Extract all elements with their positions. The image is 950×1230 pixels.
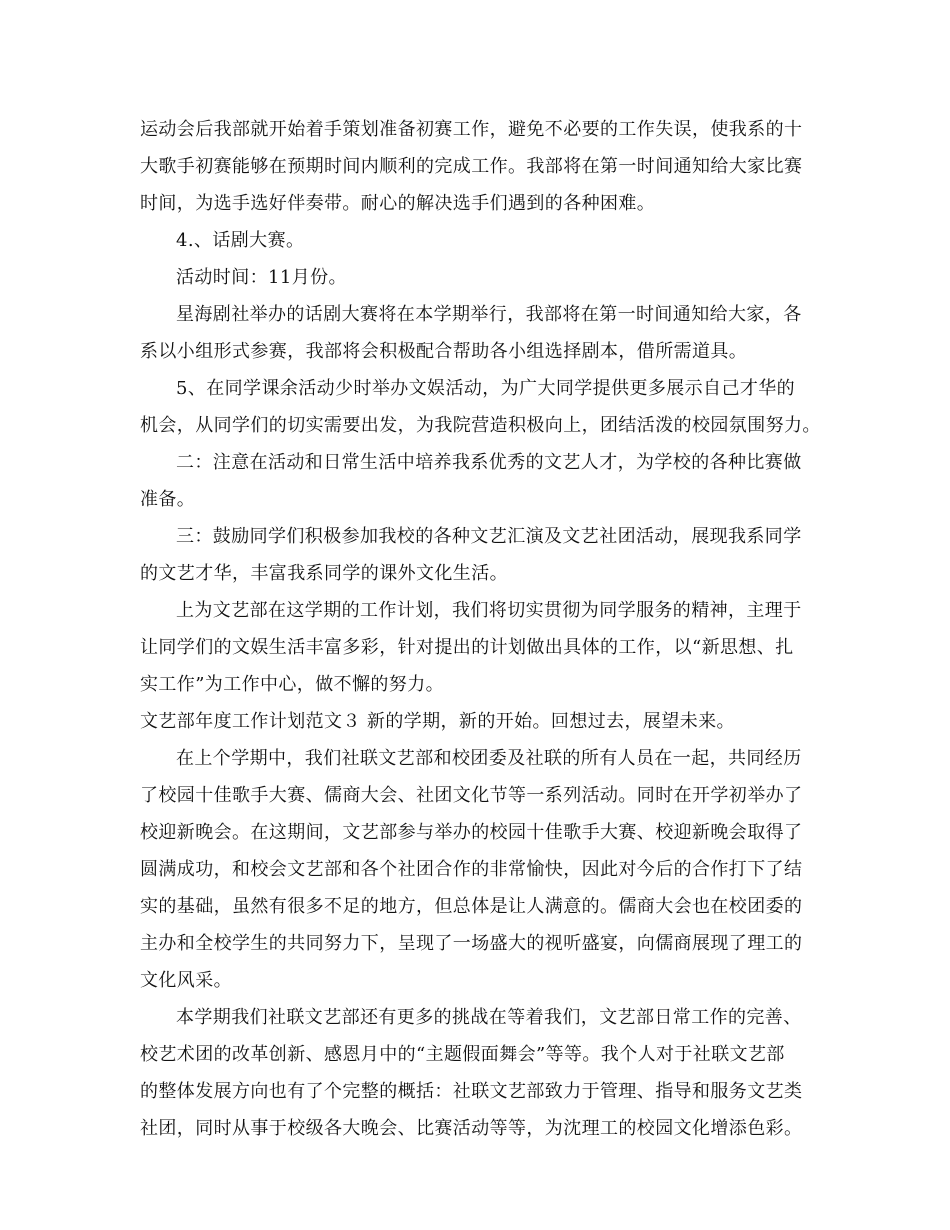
text-line: 系以小组形式参赛，我部将会积极配合帮助各小组选择剧本，借所需道具。 <box>140 341 748 362</box>
text-line: 在上个学期中，我们社联文艺部和校团委及社联的所有人员在一起，共同经历 <box>176 748 802 769</box>
text-line: 主办和全校学生的共同努力下，呈现了一场盛大的视听盛宴，向儒商展现了理工的 <box>140 933 803 954</box>
text-line: 社团，同时从事于校级各大晚会、比赛活动等等，为沈理工的校园文化增添色彩。 <box>140 1118 803 1139</box>
text-line: 机会，从同学们的切实需要出发，为我院营造积极向上，团结活泼的校园氛围努力。 <box>140 415 821 436</box>
text-line: 让同学们的文娱生活丰富多彩，针对提出的计划做出具体的工作，以“新思想、扎 <box>140 637 794 658</box>
text-line: 二：注意在活动和日常生活中培养我系优秀的文艺人才，为学校的各种比赛做 <box>176 452 802 473</box>
text-line: 准备。 <box>140 489 196 510</box>
text-line: 5、在同学课余活动少时举办文娱活动，为广大同学提供更多展示自己才华的 <box>176 378 796 399</box>
text-line: 实的基础，虽然有很多不足的地方，但总体是让人满意的。儒商大会也在校团委的 <box>140 896 803 917</box>
text-line: 校迎新晚会。在这期间，文艺部参与举办的校园十佳歌手大赛、校迎新晚会取得了 <box>140 822 803 843</box>
text-line: 活动时间：11月份。 <box>176 267 347 288</box>
text-line: 校艺术团的改革创新、感恩月中的“主题假面舞会”等等。我个人对于社联文艺部 <box>140 1044 785 1065</box>
text-line: 了校园十佳歌手大赛、儒商大会、社团文化节等一系列活动。同时在开学初举办了 <box>140 785 803 806</box>
text-line: 运动会后我部就开始着手策划准备初赛工作，避免不必要的工作失误，使我系的十 <box>140 119 803 140</box>
text-line: 实工作”为工作中心，做不懈的努力。 <box>140 674 445 695</box>
text-line: 圆满成功，和校会文艺部和各个社团合作的非常愉快，因此对今后的合作打下了结 <box>140 859 803 880</box>
text-line: 4.、话剧大赛。 <box>176 230 305 251</box>
text-line: 文化风采。 <box>140 970 232 991</box>
text-line: 的整体发展方向也有了个完整的概括：社联文艺部致力于管理、指导和服务文艺类 <box>140 1081 803 1102</box>
text-line: 时间，为选手选好伴奏带。耐心的解决选手们遇到的各种困难。 <box>140 193 656 214</box>
text-line: 上为文艺部在这学期的工作计划，我们将切实贯彻为同学服务的精神，主理于 <box>176 600 802 621</box>
text-line: 的文艺才华，丰富我系同学的课外文化生活。 <box>140 563 508 584</box>
section-heading-line: 文艺部年度工作计划范文３ 新的学期，新的开始。回想过去，展望未来。 <box>140 711 735 732</box>
text-line: 大歌手初赛能够在预期时间内顺利的完成工作。我部将在第一时间通知给大家比赛 <box>140 156 803 177</box>
text-line: 星海剧社举办的话剧大赛将在本学期举行，我部将在第一时间通知给大家，各 <box>176 304 802 325</box>
text-line: 本学期我们社联文艺部还有更多的挑战在等着我们，文艺部日常工作的完善、 <box>176 1007 802 1028</box>
text-line: 三：鼓励同学们积极参加我校的各种文艺汇演及文艺社团活动，展现我系同学 <box>176 526 802 547</box>
